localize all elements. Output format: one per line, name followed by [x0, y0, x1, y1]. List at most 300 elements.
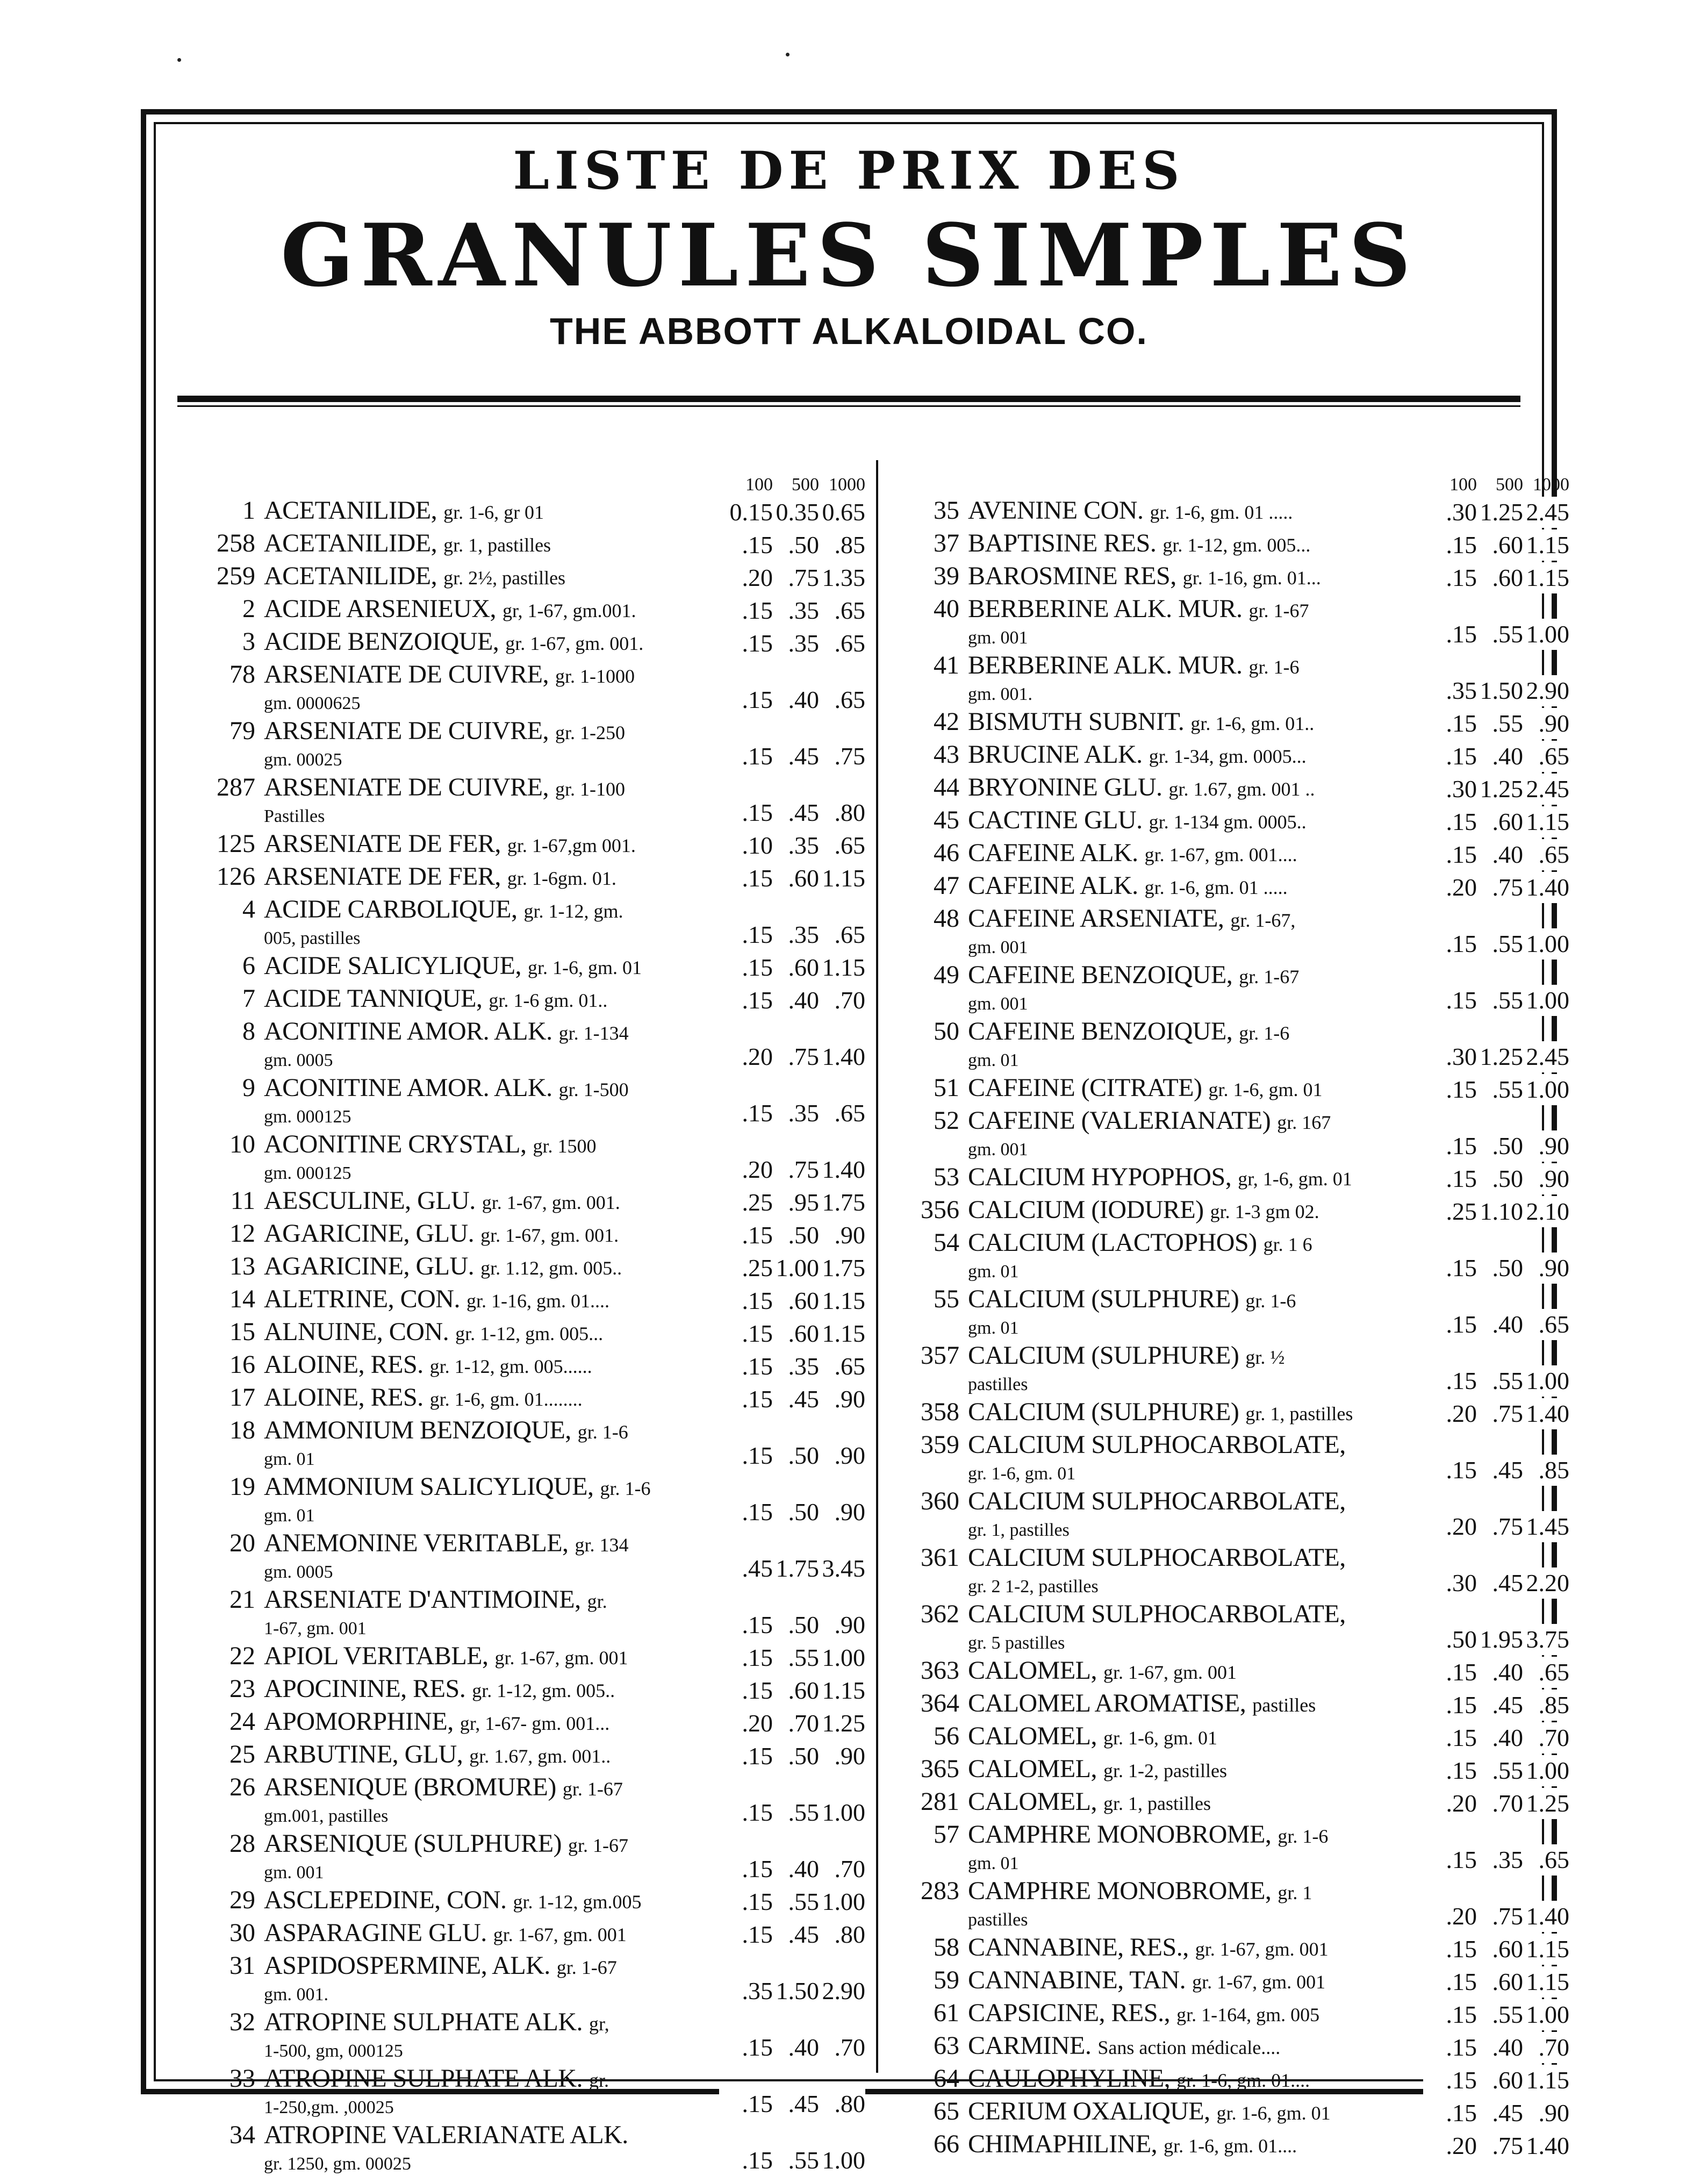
entry-number: 16: [229, 1350, 255, 1379]
entry-dosage: gr. 1-6, gm. 01: [1208, 1079, 1323, 1100]
price-500: .35: [788, 832, 819, 859]
entry-name: ACONITINE CRYSTAL,: [264, 1130, 527, 1158]
price-500: .60: [1492, 2066, 1523, 2094]
entry-dosage: gr. 1-67, gm. 001.: [480, 1225, 619, 1246]
price-list-entry: [185, 528, 865, 561]
price-100: .20: [1446, 1513, 1477, 1540]
price-100: .30: [1446, 1569, 1477, 1597]
entry-dosage-continued: gm. 00025: [264, 750, 342, 770]
price-500: .55: [1492, 1076, 1523, 1103]
entry-name: ALETRINE, CON.: [264, 1285, 460, 1313]
price-list-entry: [185, 861, 865, 894]
entry-name: CALCIUM (SULPHURE): [968, 1398, 1239, 1426]
price-list-entry: [889, 903, 1569, 960]
entry-name: ARSENIATE DE CUIVRE,: [264, 660, 549, 689]
entry-prices: [719, 1609, 865, 1641]
entry-name: AESCULINE, GLU.: [264, 1186, 476, 1215]
entry-prices: [719, 1440, 865, 1471]
price-500: .60: [1492, 808, 1523, 835]
price-500: 1.25: [1480, 1043, 1523, 1070]
price-1000: .85: [834, 531, 865, 559]
entry-prices: [1423, 2130, 1569, 2161]
entry-prices: [719, 497, 865, 528]
entry-number: 11: [230, 1186, 255, 1215]
entry-dosage-continued: gm. 01: [968, 1318, 1019, 1338]
entry-number: 15: [229, 1318, 255, 1346]
entry-name: ASPIDOSPERMINE, ALK.: [264, 1951, 550, 1980]
entry-dosage: gr. 1-2, pastilles: [1103, 1760, 1227, 1781]
price-500: .40: [1492, 1311, 1523, 1338]
price-list-entry: [889, 1965, 1569, 1998]
entry-dosage-continued: gr. 1-6, gm. 01: [968, 1464, 1076, 1484]
entry-dosage: gr. 1-67, gm. 001: [493, 1924, 627, 1945]
price-100: .15: [1446, 1367, 1477, 1394]
entry-number: 357: [921, 1341, 959, 1370]
entry-number: 19: [229, 1472, 255, 1501]
entry-dosage-continued: gm. 01: [968, 1050, 1019, 1070]
entry-prices: [1423, 2032, 1569, 2063]
entry-number: 55: [934, 1285, 959, 1313]
entry-dosage-continued: gm. 0000625: [264, 693, 361, 713]
price-list-entry: [889, 1429, 1569, 1486]
entry-prices: [1423, 1163, 1569, 1194]
entry-name: ARSENIATE DE FER,: [264, 829, 501, 858]
price-list-entry: [185, 1584, 865, 1641]
entry-prices: [1423, 1755, 1569, 1786]
column-divider: [876, 460, 878, 2073]
price-list-entry: [889, 1753, 1569, 1786]
entry-number: 49: [934, 961, 959, 989]
price-1000: 1.15: [1526, 1935, 1569, 1963]
entry-number: 44: [934, 773, 959, 801]
entry-name: ASCLEPEDINE, CON.: [264, 1886, 507, 1914]
price-list-entry: [185, 1129, 865, 1185]
entry-dosage: gr, 1-67, gm.001.: [503, 600, 636, 621]
price-100: .15: [742, 986, 773, 1014]
price-1000: 2.45: [1526, 775, 1569, 803]
price-list-entry: [889, 1599, 1569, 1655]
entry-number: 30: [229, 1919, 255, 1947]
entry-name: ATROPINE SULPHATE ALK.: [264, 2008, 583, 2036]
entry-prices: [719, 985, 865, 1016]
price-1000: 1.00: [1526, 930, 1569, 957]
price-list-entry: [185, 715, 865, 772]
entry-number: 21: [229, 1585, 255, 1614]
price-header: [889, 468, 1569, 495]
price-100: .15: [742, 1799, 773, 1826]
price-list-entry: [185, 983, 865, 1016]
entry-name: CAMPHRE MONOBROME,: [968, 1877, 1272, 1905]
price-list-entry: [889, 1284, 1569, 1340]
price-list-entry: [889, 1998, 1569, 2030]
entry-name: ACETANILIDE,: [264, 562, 437, 590]
price-1000: .65: [834, 1352, 865, 1380]
entry-prices: [1423, 1511, 1569, 1542]
entry-name: AGARICINE, GLU.: [264, 1219, 475, 1248]
entry-prices: [719, 562, 865, 593]
entry-name: ARSENIATE DE CUIVRE,: [264, 717, 549, 745]
entry-prices: [719, 1553, 865, 1584]
price-100: .15: [742, 1352, 773, 1380]
entry-number: 57: [934, 1820, 959, 1849]
price-100: .15: [742, 1611, 773, 1638]
price-500: .55: [1492, 710, 1523, 737]
price-1000: .80: [834, 2090, 865, 2117]
entry-dosage-continued: gr. 1250, gm. 00025: [264, 2154, 411, 2174]
entry-number: 25: [229, 1740, 255, 1769]
price-100: .15: [742, 1385, 773, 1413]
entry-name: ACIDE SALICYLIQUE,: [264, 951, 521, 980]
entry-prices: [1423, 1041, 1569, 1072]
entry-dosage: gr. 1-67: [556, 1957, 617, 1978]
price-500: .40: [1492, 742, 1523, 770]
price-100: .15: [742, 2090, 773, 2117]
entry-dosage: gr. 1-6gm. 01.: [507, 868, 616, 889]
entry-dosage: gr. 167: [1277, 1112, 1331, 1133]
entry-dosage: gr. 1-67, gm. 001: [494, 1647, 628, 1669]
entry-number: 32: [229, 2008, 255, 2036]
entry-number: 43: [934, 740, 959, 769]
entry-number: 12: [229, 1219, 255, 1248]
price-1000: .90: [834, 1611, 865, 1638]
entry-dosage: gr. 1-67,gm 001.: [507, 835, 636, 856]
price-500: .35: [788, 921, 819, 948]
entry-number: 125: [217, 829, 255, 858]
price-500: 1.10: [1480, 1198, 1523, 1225]
entry-dosage-continued: gr. 1, pastilles: [968, 1520, 1070, 1540]
price-1000: .70: [834, 1855, 865, 1882]
price-list-entry: [185, 1772, 865, 1828]
price-1000: .70: [1538, 1724, 1569, 1751]
entry-prices: [1423, 1966, 1569, 1998]
title-line-2: GRANULES SIMPLES: [280, 205, 1418, 306]
price-list-entry: [889, 528, 1569, 561]
price-1000: 1.15: [1526, 564, 1569, 591]
entry-number: 7: [242, 984, 255, 1013]
entry-dosage: gr. 1-67, gm. 001: [1103, 1662, 1237, 1683]
price-list-entry: [185, 2007, 865, 2063]
entry-number: 2: [242, 595, 255, 623]
entry-dosage: gr. 1-6, gm. 01....: [1176, 2070, 1310, 2091]
price-list-entry: [889, 495, 1569, 528]
entry-dosage-continued: gm. 001: [968, 937, 1028, 957]
entry-dosage-continued: gm. 001.: [264, 1985, 328, 2005]
entry-prices: [719, 1919, 865, 1950]
entry-dosage: gr. 1.12, gm. 005..: [480, 1257, 622, 1279]
entry-name: ARSENIQUE (SULPHURE): [264, 1829, 562, 1858]
entry-name: ACIDE BENZOIQUE,: [264, 627, 499, 656]
price-100: .15: [1446, 930, 1477, 957]
price-500: .60: [1492, 564, 1523, 591]
price-list-entry: [889, 2030, 1569, 2063]
entry-dosage: gr. 1-6, gm. 01....: [1164, 2135, 1297, 2157]
entry-prices: [1423, 806, 1569, 838]
entry-number: 13: [229, 1252, 255, 1280]
price-1000: .70: [1538, 2034, 1569, 2061]
entry-prices: [1423, 562, 1569, 593]
entry-prices: [719, 2145, 865, 2176]
entry-prices: [719, 1975, 865, 2007]
price-list-entry: [185, 561, 865, 593]
entry-prices: [719, 1497, 865, 1528]
price-1000: 3.75: [1526, 1626, 1569, 1653]
entry-prices: [719, 1675, 865, 1706]
price-1000: .90: [834, 1442, 865, 1469]
header-rule-thick: [177, 396, 1520, 402]
price-100: .15: [742, 1855, 773, 1882]
entry-number: 51: [934, 1073, 959, 1102]
entry-name: CALCIUM SULPHOCARBOLATE,: [968, 1543, 1346, 1572]
price-100: .50: [1446, 1626, 1477, 1653]
price-500: 1.95: [1480, 1626, 1523, 1653]
price-100: .15: [742, 799, 773, 826]
entry-dosage: gr. 1-6, gm. 01 .....: [1144, 877, 1288, 898]
entry-prices: [1423, 1844, 1569, 1876]
entry-dosage: gr. 1-6, gm. 01 .....: [1150, 502, 1293, 523]
price-1000: .65: [834, 1099, 865, 1127]
price-1000: 1.25: [822, 1709, 865, 1737]
price-list-entry: [889, 1876, 1569, 1932]
price-list-entry: [185, 1885, 865, 1917]
entry-dosage: gr. 1-6, gr 01: [443, 502, 544, 523]
entry-dosage-continued: Pastilles: [264, 806, 325, 826]
price-500: .35: [788, 1099, 819, 1127]
price-100: .15: [1446, 986, 1477, 1014]
entry-name: ACIDE CARBOLIQUE,: [264, 895, 518, 924]
entry-number: 31: [229, 1951, 255, 1980]
entry-number: 35: [934, 496, 959, 525]
entry-prices: [719, 1708, 865, 1739]
entry-prices: [719, 684, 865, 715]
price-100: .20: [742, 564, 773, 591]
entry-name: ANEMONINE VERITABLE,: [264, 1529, 569, 1557]
entry-number: 48: [934, 904, 959, 933]
price-1000: .85: [1538, 1691, 1569, 1719]
entry-name: CALCIUM SULPHOCARBOLATE,: [968, 1487, 1346, 1515]
price-500: .60: [1492, 531, 1523, 559]
price-100: .15: [1446, 742, 1477, 770]
price-500: .55: [1492, 1757, 1523, 1784]
price-500: .45: [1492, 1456, 1523, 1484]
price-1000: .80: [834, 799, 865, 826]
price-100: .25: [742, 1254, 773, 1282]
price-100: .15: [742, 597, 773, 624]
entry-prices: [1423, 497, 1569, 528]
price-list-entry: [185, 659, 865, 715]
entry-prices: [719, 797, 865, 828]
price-1000: .65: [1538, 1846, 1569, 1873]
entry-prices: [719, 2088, 865, 2120]
price-500: .75: [788, 564, 819, 591]
entry-name: CAFEINE ALK.: [968, 839, 1138, 867]
price-1000: 1.00: [1526, 2001, 1569, 2028]
entry-prices: [1423, 529, 1569, 561]
entry-number: 18: [229, 1416, 255, 1444]
price-list-entry: [185, 1218, 865, 1251]
entry-dosage: gr. 1-6: [1278, 1826, 1329, 1847]
price-500: .55: [1492, 620, 1523, 648]
price-list-entry: [889, 1194, 1569, 1227]
entry-dosage: gr. 1-67: [1239, 966, 1300, 987]
entry-name: CALOMEL,: [968, 1755, 1097, 1783]
entry-dosage: gr. 1500: [533, 1135, 597, 1157]
price-100: .15: [742, 1921, 773, 1948]
entry-dosage-continued: gm. 000125: [264, 1163, 351, 1183]
price-list-entry: [185, 894, 865, 950]
entry-dosage: gr. 1-67, gm. 001: [1195, 1938, 1329, 1960]
price-100: .35: [742, 1977, 773, 2005]
entry-dosage: gr. 2½, pastilles: [443, 567, 566, 589]
price-1000: 2.20: [1526, 1569, 1569, 1597]
entry-dosage-continued: gm. 0005: [264, 1050, 333, 1070]
entry-dosage: gr. 1-3 gm 02.: [1210, 1201, 1319, 1222]
entry-number: 45: [934, 806, 959, 834]
price-500: 1.50: [776, 1977, 819, 2005]
price-100: .20: [1446, 1902, 1477, 1930]
company-name: THE ABBOTT ALKALOIDAL CO.: [550, 310, 1148, 352]
entry-prices: [1423, 1365, 1569, 1397]
entry-name: CALCIUM SULPHOCARBOLATE,: [968, 1430, 1346, 1459]
price-1000: .65: [834, 686, 865, 713]
price-500: .40: [1492, 841, 1523, 868]
price-100: .30: [1446, 1043, 1477, 1070]
price-1000: .90: [1538, 1132, 1569, 1159]
price-1000: 1.40: [822, 1156, 865, 1183]
price-100: .15: [1446, 1132, 1477, 1159]
entry-name: BRUCINE ALK.: [968, 740, 1143, 769]
price-500: .45: [788, 1385, 819, 1413]
price-100: .45: [742, 1555, 773, 1582]
entry-prices: [719, 1351, 865, 1382]
entry-prices: [1423, 1657, 1569, 1688]
price-100: .15: [1446, 1076, 1477, 1103]
price-500: .55: [788, 1799, 819, 1826]
price-500: .55: [1492, 2001, 1523, 2028]
price-100: .15: [742, 1742, 773, 1770]
price-list-entry: [185, 1251, 865, 1284]
entry-prices: [719, 2032, 865, 2063]
entry-dosage-continued: gm. 001: [968, 1140, 1028, 1159]
price-100: 0.15: [729, 498, 773, 526]
entry-number: 29: [229, 1886, 255, 1914]
entry-prices: [719, 1154, 865, 1185]
price-1000: 1.15: [1526, 1968, 1569, 1995]
price-1000: .75: [834, 742, 865, 770]
entry-prices: [1423, 1722, 1569, 1753]
entry-name: CAFEINE (VALERIANATE): [968, 1106, 1271, 1135]
price-500: .60: [1492, 1935, 1523, 1963]
entry-dosage: gr. 1-67,: [1230, 910, 1296, 931]
price-500: .45: [788, 742, 819, 770]
entry-prices: [1423, 675, 1569, 706]
entry-name: CALCIUM (IODURE): [968, 1196, 1204, 1224]
price-100: .15: [742, 921, 773, 948]
price-list-entry: [889, 838, 1569, 870]
entry-name: CAFEINE ARSENIATE,: [968, 904, 1224, 933]
entry-prices: [719, 1853, 865, 1885]
entry-dosage: gr. 1-67: [568, 1835, 628, 1856]
price-1000: 1.40: [822, 1043, 865, 1070]
entry-prices: [719, 1886, 865, 1917]
price-100: .15: [742, 1498, 773, 1526]
price-500: .60: [788, 954, 819, 981]
price-1000: 1.15: [822, 1320, 865, 1347]
entry-prices: [1423, 1455, 1569, 1486]
price-500: .50: [788, 1611, 819, 1638]
entry-number: 58: [934, 1933, 959, 1962]
entry-dosage: gr. 1-1000: [555, 665, 635, 687]
price-1000: 1.00: [822, 2146, 865, 2174]
price-list-entry: [889, 1655, 1569, 1688]
entry-dosage: gr. 1-16, gm. 01...: [1182, 567, 1321, 589]
price-1000: .65: [1538, 841, 1569, 868]
entry-name: CAFEINE BENZOIQUE,: [968, 961, 1233, 989]
price-100: .15: [1446, 841, 1477, 868]
entry-name: CALCIUM SULPHOCARBOLATE,: [968, 1600, 1346, 1628]
entry-prices: [719, 1187, 865, 1218]
price-list-entry: [889, 2129, 1569, 2161]
left-column: [185, 468, 865, 2176]
price-100: .20: [742, 1043, 773, 1070]
price-100: .15: [1446, 531, 1477, 559]
entry-dosage-continued: gm. 001: [968, 628, 1028, 648]
price-100: .15: [1446, 1456, 1477, 1484]
entry-name: CALOMEL AROMATISE,: [968, 1689, 1246, 1717]
price-500: .45: [788, 2090, 819, 2117]
price-1000: 1.00: [1526, 620, 1569, 648]
price-list-entry: [889, 561, 1569, 593]
entry-number: 41: [934, 651, 959, 679]
price-100: .20: [1446, 2132, 1477, 2159]
entry-dosage: gr. 1-6, gm. 01: [527, 957, 642, 978]
price-100: .20: [1446, 1790, 1477, 1817]
price-100: .15: [1446, 2066, 1477, 2094]
entry-prices: [1423, 1074, 1569, 1105]
price-header-1000: 1000: [829, 475, 865, 495]
entry-name: ATROPINE VALERIANATE ALK.: [264, 2121, 628, 2149]
price-list-entry: [185, 828, 865, 861]
entry-name: CACTINE GLU.: [968, 806, 1143, 834]
price-1000: .90: [1538, 1254, 1569, 1282]
entry-name: APOMORPHINE,: [264, 1707, 454, 1736]
entry-dosage: gr. 1-34, gm. 0005...: [1149, 746, 1307, 767]
price-500: .50: [788, 1742, 819, 1770]
price-500: .40: [1492, 1658, 1523, 1686]
entry-number: 40: [934, 595, 959, 623]
price-1000: .65: [834, 597, 865, 624]
price-1000: 1.15: [822, 1287, 865, 1314]
price-1000: 1.25: [1526, 1790, 1569, 1817]
entry-dosage: gr.: [589, 2070, 609, 2091]
entry-prices: [1423, 2065, 1569, 2096]
entry-prices: [1423, 928, 1569, 960]
price-100: .20: [1446, 1400, 1477, 1427]
price-1000: 2.90: [822, 1977, 865, 2005]
price-list-entry: [889, 1072, 1569, 1105]
entry-name: ARSENIATE D'ANTIMOINE,: [264, 1585, 581, 1614]
price-list-entry: [889, 1819, 1569, 1876]
entry-prices: [719, 863, 865, 894]
entry-name: BERBERINE ALK. MUR.: [968, 595, 1243, 623]
price-list-entry: [889, 1786, 1569, 1819]
entry-number: 6: [242, 951, 255, 980]
price-100: .15: [742, 2034, 773, 2061]
entry-name: CAMPHRE MONOBROME,: [968, 1820, 1272, 1849]
entry-dosage: gr. 1-12, gm. 005...: [1162, 534, 1311, 556]
price-100: .15: [742, 954, 773, 981]
price-list-entry: [185, 950, 865, 983]
price-list-entry: [185, 1072, 865, 1129]
